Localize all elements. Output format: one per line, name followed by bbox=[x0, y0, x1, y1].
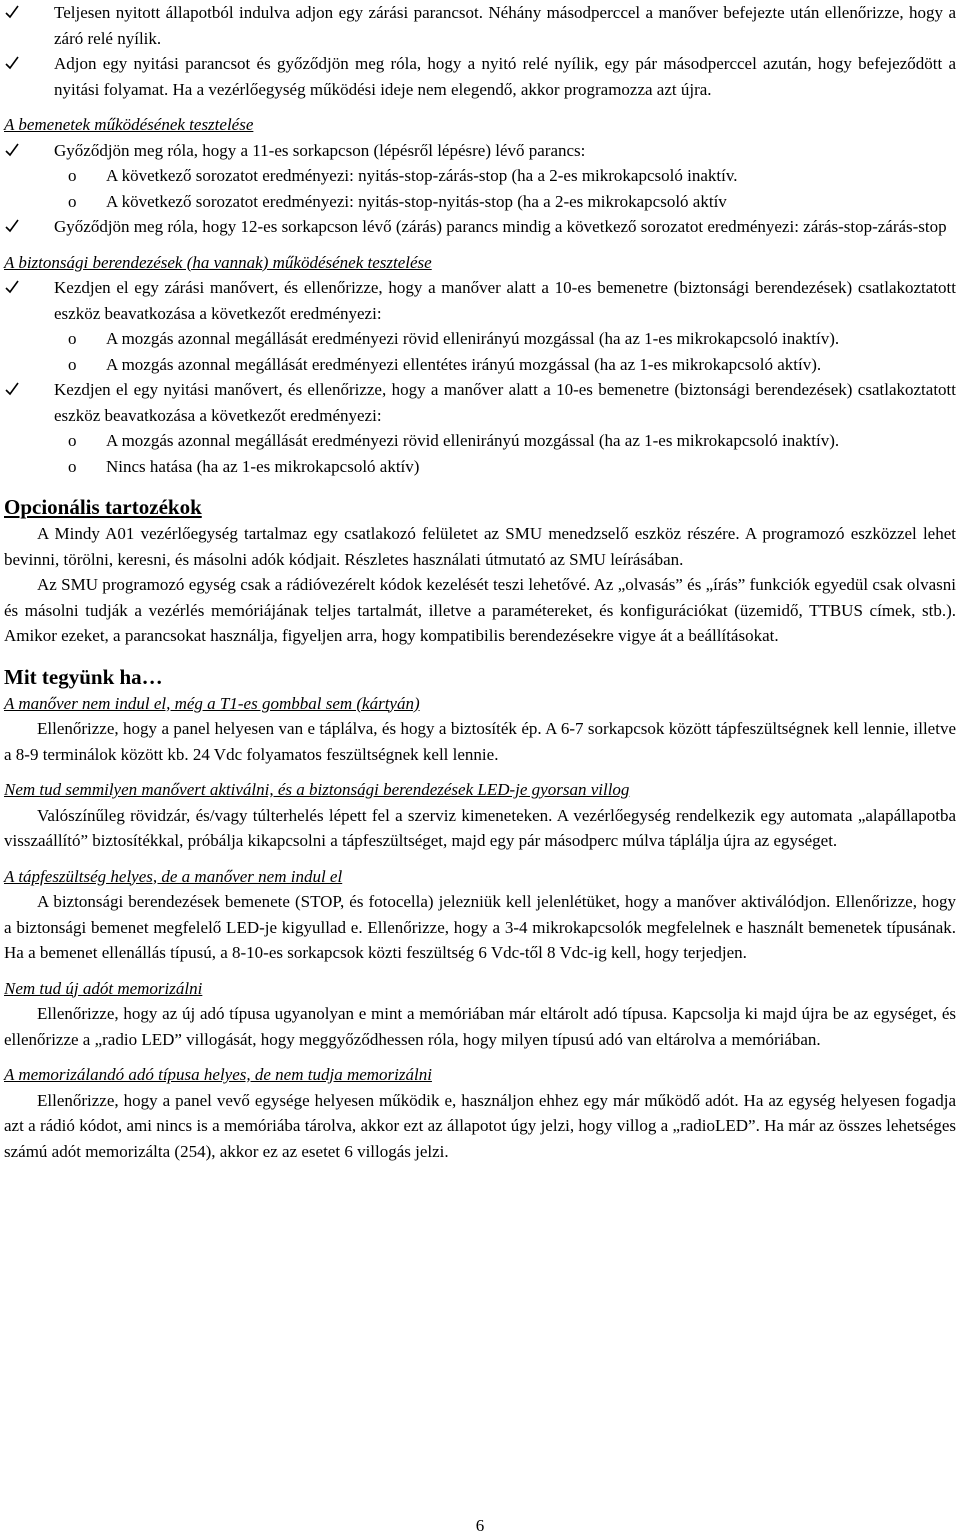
page-number: 6 bbox=[475, 1516, 485, 1535]
question-subtitle: Nem tud semmilyen manővert aktiválni, és a biztonsági berendezések LED-je gyorsan villog bbox=[4, 780, 630, 799]
checkmark-icon bbox=[4, 0, 26, 28]
bullet: o bbox=[68, 456, 77, 476]
check-text: Kezdjen el egy zárási manővert, és ellenőrizze, hogy a manőver alatt a 10-es bemenetre (biztonsági berendezések) csatlakoztatott eszköz beavatkozása a következőt eredményezi: bbox=[54, 278, 956, 323]
question-subtitle: Nem tud új adót memorizálni bbox=[4, 978, 203, 998]
section-heading bbox=[4, 493, 956, 521]
check-text: Adjon egy nyitási parancsot és győződjön meg róla, hogy a nyitó relé nyílik, egy pár másodperccel azután, hogy befejeződött a nyitási folyamat. Ha a vezérlőegység működési ideje nem elegendő, akkor programozza azt újra. bbox=[54, 54, 956, 99]
bullet: o bbox=[68, 166, 77, 185]
answer-paragraph: Ellenőrizze, hogy az új adó típusa ugyanolyan e mint a memóriában már eltárolt adó típusa. Kapcsolja ki majd újra be az egységet, és ellenőrizze a „radio LED” villogását, hogy meggyőződhessen róla, hogy milyen típusú adó van eltárolva a memóriában. bbox=[4, 1004, 956, 1049]
paragraph: Az SMU programozó egység csak a rádióvezérelt kódok kezelését teszi lehetővé. Az „olvasás” és „írás” funkciók egyedül csak olvasni és másolni tudják a vezérlés memóriájának teljes tartalmát, illetve a paramétereket, és konfigurációkat (üzemidő, TTBUS címek, stb.). Amikor ezeket, a parancsokat használja, figyeljen arra, hogy kompatibilis berendezésekre vigye át a beállításokat. bbox=[4, 575, 956, 645]
sub-item bbox=[4, 352, 956, 378]
check-text: Győződjön meg róla, hogy 12-es sorkapcson lévő (zárás) parancs mindig a következő sorozatot eredményezi: zárás-stop-zárás-stop bbox=[54, 217, 947, 236]
bullet: o bbox=[68, 354, 77, 374]
checkmark-icon bbox=[4, 214, 26, 242]
question-subtitle: A memorizálandó adó típusa helyes, de nem tudja memorizálni bbox=[4, 1065, 432, 1084]
check-text: Kezdjen el egy nyitási manővert, és ellenőrizze, hogy a manőver alatt a 10-es bemenetre (biztonsági berendezések) csatlakoztatott eszköz beavatkozása a következőt eredményezi: bbox=[54, 380, 956, 425]
sub-item bbox=[4, 163, 956, 189]
check-item bbox=[4, 377, 956, 428]
sub-item bbox=[4, 428, 956, 454]
section-subtitle: A bemenetek működésének tesztelése bbox=[4, 115, 254, 134]
section-heading: Mit tegyünk ha… bbox=[4, 664, 163, 689]
answer-paragraph: A biztonsági berendezések bemenete (STOP, és fotocella) jelezniük kell jelenlétüket, hogy a manőver aktiválódjon. Ellenőrizze, hogy a biztonsági bemenet megfelelő LED-je kigyullad e. Ellenőrizze, hogy a 3-4 mikrokapcsolók megfelelnek e használt bemenetek típusának. Ha a bemenet ellenállás típusú, a 8-10-es sorkapcsok közti feszültség 6 Vdc-től 8 Vdc-ig kell, hogy terjedjen. bbox=[4, 892, 956, 962]
sub-text: A mozgás azonnal megállását eredményezi rövid ellenirányú mozgással (ha az 1-es mikrokapcsoló inaktív). bbox=[106, 431, 840, 450]
section-subtitle: A biztonsági berendezések (ha vannak) működésének tesztelése bbox=[4, 252, 432, 272]
sub-text: A mozgás azonnal megállását eredményezi rövid ellenirányú mozgással (ha az 1-es mikrokapcsoló inaktív). bbox=[106, 329, 840, 348]
check-text: Győződjön meg róla, hogy a 11-es sorkapcson (lépésről lépésre) lévő parancs: bbox=[54, 140, 586, 160]
bullet: o bbox=[68, 329, 77, 348]
check-item bbox=[4, 51, 956, 102]
bullet: o bbox=[68, 431, 77, 450]
sub-text: A mozgás azonnal megállását eredményezi ellentétes irányú mozgással (ha az 1-es mikrokapcsoló aktív). bbox=[106, 354, 822, 374]
bullet: o bbox=[68, 191, 77, 211]
sub-text: Nincs hatása (ha az 1-es mikrokapcsoló aktív) bbox=[106, 456, 420, 476]
check-item bbox=[4, 0, 956, 51]
heading-text: Opcionális tartozékok bbox=[4, 495, 202, 519]
checkmark-icon bbox=[4, 51, 26, 79]
answer-paragraph: Ellenőrizze, hogy a panel helyesen van e táplálva, és hogy a biztosíték ép. A 6-7 sorkapcsok között tápfeszültségnek kell lennie, illetve a 8-9 terminálok között kb. 24 Vdc folyamatos feszültségnek kell lennie. bbox=[4, 719, 956, 764]
sub-text: A következő sorozatot eredményezi: nyitás-stop-nyitás-stop (ha a 2-es mikrokapcsoló aktív bbox=[106, 191, 727, 211]
checkmark-icon bbox=[4, 138, 26, 166]
check-text: Teljesen nyitott állapotból indulva adjon egy zárási parancsot. Néhány másodperccel a manőver befejezte után ellenőrizze, hogy a záró relé nyílik. bbox=[54, 3, 956, 48]
question-subtitle: A tápfeszültség helyes, de a manőver nem indul el bbox=[4, 866, 343, 886]
answer-paragraph: Ellenőrizze, hogy a panel vevő egysége helyesen működik e, használjon ehhez egy már működő adót. Ha az egység helyesen fogadja azt a rádió kódot, ami nincs is a memóriába tárolva, akkor ezt az állapotot úgy jelzi, hogy villog a „radioLED”. Ha már az összes lehetséges számú adót memorizálta (254), akkor ez az esetet 6 villogás jelzi. bbox=[4, 1090, 956, 1161]
paragraph: A Mindy A01 vezérlőegység tartalmaz egy csatlakozó felületet az SMU menedzselő eszköz részére. A programozó eszközzel lehet bevinni, törölni, keresni, és másolni adók kódjait. Részletes használati útmutató az SMU leírásában. bbox=[4, 524, 956, 569]
sub-text: A következő sorozatot eredményezi: nyitás-stop-zárás-stop (ha a 2-es mikrokapcsoló inaktív. bbox=[106, 166, 738, 185]
sub-item bbox=[4, 189, 956, 215]
check-item bbox=[4, 214, 956, 240]
answer-paragraph: Valószínűleg rövidzár, és/vagy túlterhelés lépett fel a szerviz kimeneteken. A vezérlőegység rendelkezik egy automata „alapállapotba visszaállító” biztosítékkal, próbálja kikapcsolni a tápfeszültséget, majd egy pár másodperc múlva táplálja újra az egységet. bbox=[4, 805, 956, 850]
sub-item bbox=[4, 326, 956, 352]
document-page bbox=[4, 0, 956, 1164]
check-item bbox=[4, 275, 956, 326]
sub-item bbox=[4, 454, 956, 480]
check-item bbox=[4, 138, 956, 164]
question-subtitle: A manőver nem indul el, még a T1-es gombbal sem (kártyán) bbox=[4, 693, 420, 713]
checkmark-icon bbox=[4, 275, 26, 303]
checkmark-icon bbox=[4, 377, 26, 405]
